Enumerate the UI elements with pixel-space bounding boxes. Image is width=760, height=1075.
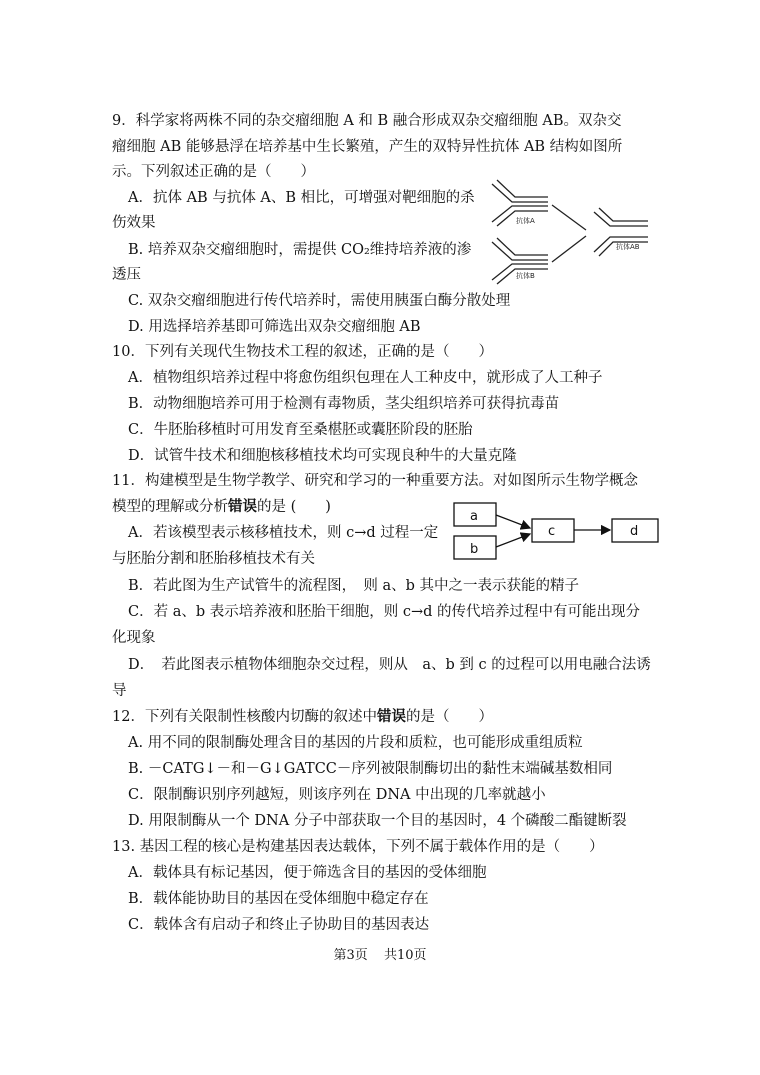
q13-option-a: A．载体具有标记基因，便于筛选含目的基因的受体细胞 [128, 865, 487, 881]
q12-option-d: D. 用限制酶从一个 DNA 分子中部获取一个目的基因时，4 个磷酸二酯键断裂 [128, 813, 627, 829]
q9-stem-line1: 9．科学家将两株不同的杂交瘤细胞 A 和 B 融合形成双杂交瘤细胞 AB。双杂交 [112, 113, 622, 129]
q11-option-b: B．若此图为生产试管牛的流程图， 则 a、b 其中之一表示获能的精子 [128, 578, 580, 594]
q11-option-d-line2: 导 [112, 683, 127, 699]
q12-stem-emphasis: 错误 [376, 708, 406, 725]
flow-label-c: c [548, 524, 556, 539]
q10-option-a: A．植物组织培养过程中将愈伤组织包理在人工种皮中，就形成了人工种子 [128, 370, 603, 386]
q10-stem: 10．下列有关现代生物技术工程的叙述，正确的是（ ） [112, 344, 493, 360]
page-total: 共10页 [383, 948, 427, 963]
q12-stem-text: 12．下列有关限制性核酸内切酶的叙述中 [112, 709, 377, 725]
q12-option-c: C．限制酶识别序列越短，则该序列在 DNA 中出现的几率就越小 [128, 787, 546, 803]
q11-stem-emphasis: 错误 [228, 498, 257, 515]
q12-stem [112, 707, 493, 727]
page-footer [0, 944, 760, 963]
antibody-b-label: 抗体B [516, 272, 535, 280]
q11-stem-tail: 的是 ( ) [257, 499, 331, 515]
q9-option-b-line1: B. 培养双杂交瘤细胞时，需提供 CO₂维持培养液的渗 [128, 242, 472, 258]
flow-label-b: b [470, 542, 479, 557]
antibody-ab-label: 抗体AB [616, 243, 640, 251]
q11-option-d-line1: D． 若此图表示植物体细胞杂交过程，则从 a、b 到 c 的过程可以用电融合法诱 [128, 657, 651, 673]
antibody-figure [488, 178, 658, 288]
q9-option-d: D. 用选择培养基即可筛选出双杂交瘤细胞 AB [128, 319, 421, 335]
q11-option-c-line2: 化现象 [112, 630, 156, 646]
q13-option-b: B．载体能协助目的基因在受体细胞中稳定存在 [128, 891, 429, 907]
q9-option-b-line2: 透压 [112, 267, 141, 283]
q9-option-a-line2: 伤效果 [112, 215, 156, 231]
q10-option-c: C．牛胚胎移植时可用发育至桑椹胚或囊胚阶段的胚胎 [128, 422, 473, 438]
q11-stem-line1: 11．构建模型是生物学教学、研究和学习的一种重要方法。对如图所示生物学概念 [112, 473, 638, 489]
q9-option-a-line1: A．抗体 AB 与抗体 A、B 相比，可增强对靶细胞的杀 [128, 190, 475, 206]
q9-stem-line3: 示。下列叙述正确的是（ ） [112, 164, 315, 180]
flow-label-d: d [630, 524, 639, 539]
q10-option-b: B．动物细胞培养可用于检测有毒物质，茎尖组织培养可获得抗毒苗 [128, 396, 560, 412]
q12-option-a: A. 用不同的限制酶处理含目的基因的片段和质粒，也可能形成重组质粒 [128, 735, 583, 751]
q11-option-a-line2: 与胚胎分割和胚胎移植技术有关 [112, 551, 315, 567]
q9-stem-line2: 瘤细胞 AB 能够悬浮在培养基中生长繁殖，产生的双特异性抗体 AB 结构如图所 [112, 139, 623, 155]
flow-diagram [452, 500, 662, 565]
q13-stem: 13. 基因工程的核心是构建基因表达载体，下列不属于载体作用的是（ ） [112, 839, 604, 855]
q13-option-c: C．载体含有启动子和终止子协助目的基因表达 [128, 917, 430, 933]
q9-option-c: C. 双杂交瘤细胞进行传代培养时，需使用胰蛋白酶分散处理 [128, 293, 511, 309]
page-number: 第3页 [333, 948, 368, 963]
q11-stem-line2 [112, 497, 331, 517]
flow-label-a: a [470, 509, 478, 524]
antibody-a-label: 抗体A [516, 217, 535, 225]
q12-option-b: B. －CATG↓－和－G↓GATCC－序列被限制酶切出的黏性末端碱基数相同 [128, 761, 613, 777]
q11-option-c-line1: C．若 a、b 表示培养液和胚胎干细胞，则 c→d 的传代培养过程中有可能出现分 [128, 604, 641, 620]
q10-option-d: D．试管牛技术和细胞核移植技术均可实现良种牛的大量克隆 [128, 448, 517, 464]
q12-stem-tail: 的是（ ） [405, 709, 493, 725]
q11-stem-text: 模型的理解或分析 [112, 499, 228, 515]
q11-option-a-line1: A．若该模型表示核移植技术，则 c→d 过程一定 [128, 525, 439, 541]
